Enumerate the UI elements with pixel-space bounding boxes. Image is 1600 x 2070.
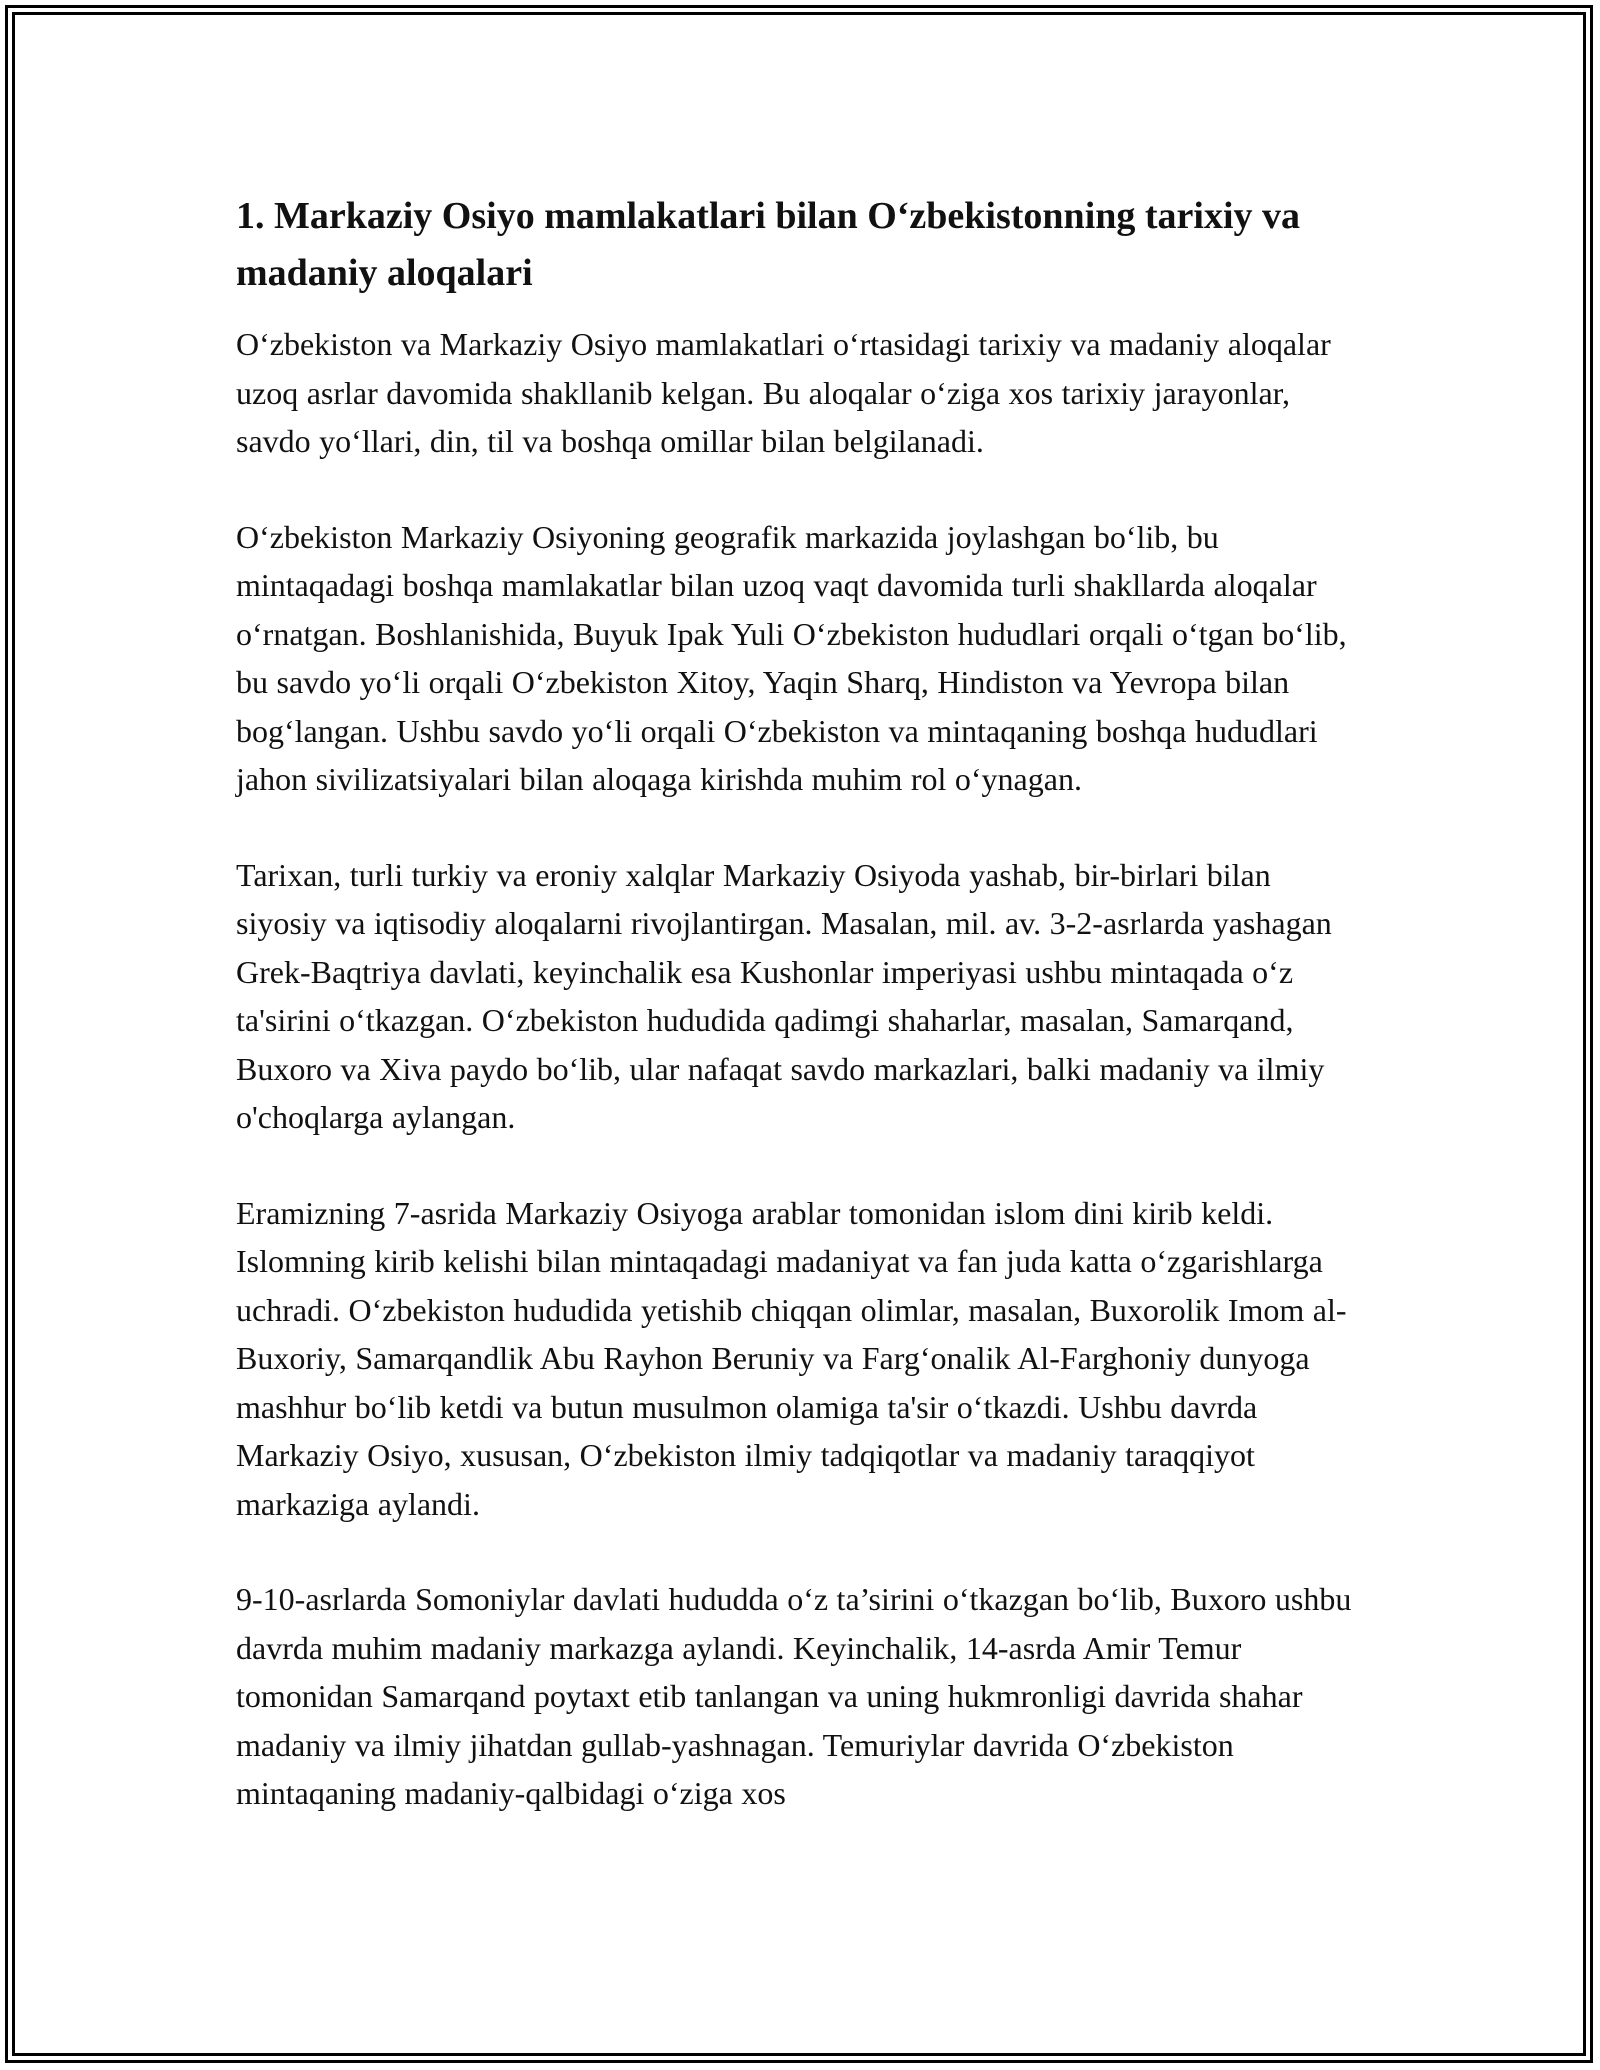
section-heading: 1. Markaziy Osiyo mamlakatlari bilan O‘zbekistonning tarixiy va madaniy aloqalari [236,195,1301,294]
document-body [236,188,1364,1865]
paragraph-2: O‘zbekiston Markaziy Osiyoning geografik markazida joylashgan bo‘lib, bu mintaqadagi boshqa mamlakatlar bilan uzoq vaqt davomida turli shakllarda aloqalar o‘rnatgan. Boshlanishida, Buyuk Ipak Yuli O‘zbekiston hududlari orqali o‘tgan bo‘lib, bu savdo yo‘li orqali O‘zbekiston Xitoy, Yaqin Sharq, Hindiston va Yevropa bilan bog‘langan. Ushbu savdo yo‘li orqali O‘zbekiston va mintaqaning boshqa hududlari jahon sivilizatsiyalari bilan aloqaga kirishda muhim rol o‘ynagan. [236,518,1347,797]
paragraph-1: O‘zbekiston va Markaziy Osiyo mamlakatlari o‘rtasidagi tarixiy va madaniy aloqalar uzoq asrlar davomida shakllanib kelgan. Bu aloqalar o‘ziga xos tarixiy jarayonlar, savdo yo‘llari, din, til va boshqa omillar bilan belgilanadi. [236,326,1331,459]
paragraph-3: Tarixan, turli turkiy va eroniy xalqlar Markaziy Osiyoda yashab, bir-birlari bilan siyosiy va iqtisodiy aloqalarni rivojlantirgan. Masalan, mil. av. 3-2-asrlarda yashagan Grek-Baqtriya davlati, keyinchalik esa Kushonlar imperiyasi ushbu mintaqada o‘z ta'sirini o‘tkazgan. O‘zbekiston hududida qadimgi shaharlar, masalan, Samarqand, Buxoro va Xiva paydo bo‘lib, ular nafaqat savdo markazlari, balki madaniy va ilmiy o'choqlarga aylangan. [236,856,1332,1135]
paragraph-5: 9-10-asrlarda Somoniylar davlati hududda o‘z ta’sirini o‘tkazgan bo‘lib, Buxoro ushbu davrda muhim madaniy markazga aylandi. Keyinchalik, 14-asrda Amir Temur tomonidan Samarqand poytaxt etib tanlangan va uning hukmronligi davrida shahar madaniy va ilmiy jihatdan gullab-yashnagan. Temuriylar davrida O‘zbekiston mintaqaning madaniy-qalbidagi o‘ziga xos [236,1581,1352,1811]
paragraph-4: Eramizning 7-asrida Markaziy Osiyoga arablar tomonidan islom dini kirib keldi. Islomning kirib kelishi bilan mintaqadagi madaniyat va fan juda katta o‘zgarishlarga uchradi. O‘zbekiston hududida yetishib chiqqan olimlar, masalan, Buxorolik Imom al-Buxoriy, Samarqandlik Abu Rayhon Beruniy va Farg‘onalik Al-Farghoniy dunyoga mashhur bo‘lib ketdi va butun musulmon olamiga ta'sir o‘tkazdi. Ushbu davrda Markaziy Osiyo, xususan, O‘zbekiston ilmiy tadqiqotlar va madaniy taraqqiyot markaziga aylandi. [236,1194,1347,1522]
